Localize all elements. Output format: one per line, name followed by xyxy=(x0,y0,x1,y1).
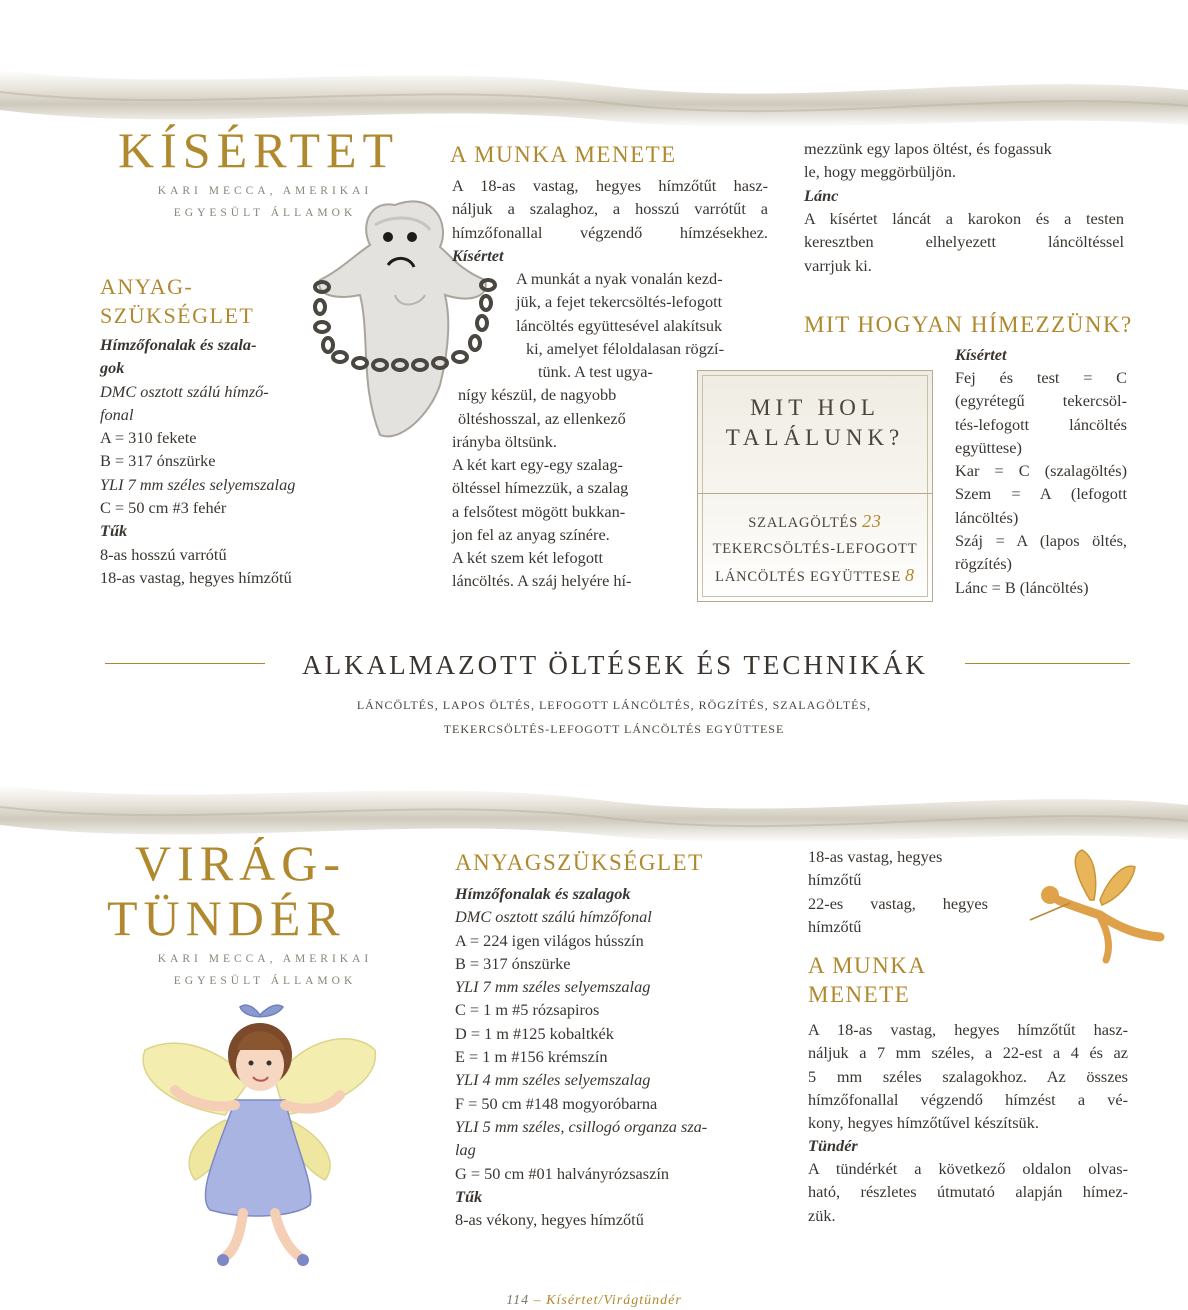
reference-entry: TEKERCSÖLTÉS-LEFOGOTT xyxy=(712,541,918,557)
techniques-line: LÁNCÖLTÉS, LAPOS ÖLTÉS, LEFOGOTT LÁNCÖLTÉS, RÖGZÍTÉS, SZALAGÖLTÉS, xyxy=(356,698,872,712)
ghost-materials-list: Hímzőfonalak és szala- gok DMC osztott szálú hímző- fonal A = 310 fekete B = 317 ónszürke YLI 7 mm széles selyemszalag C = 50 cm #3 fehér Tűk 8-as hosszú varrótű 18-as vastag, hegyes hímzőtű xyxy=(100,335,296,587)
fairy-work-body-2: A tündérkét a következő oldalon olvas- ható, részletes útmutató alapján hímez- zük. xyxy=(808,1159,1128,1225)
fairy-title: VIRÁG- TÜNDÉR xyxy=(107,835,346,946)
reference-box xyxy=(697,370,933,602)
ghost-materials-heading: ANYAG- SZÜKSÉGLET xyxy=(100,274,255,328)
small-fairy-illustration xyxy=(1010,845,1170,975)
page-number: 114 xyxy=(506,1293,530,1308)
reference-entry: SZALAGÖLTÉS 23 xyxy=(748,511,882,531)
reference-entry: LÁNCÖLTÉS EGYÜTTESE 8 xyxy=(715,565,915,585)
divider-left xyxy=(105,663,265,664)
page-footer: 114 – Kísértet/Virágtündér xyxy=(506,1293,682,1308)
ghost-chain-subheading: Lánc xyxy=(804,186,839,205)
fairy-work-heading: A MUNKA MENETE xyxy=(808,953,927,1007)
fairy-materials-list: Hímzőfonalak és szalagok DMC osztott szálú hímzőfonal A = 224 igen világos hússzín B = 317 ónszürke YLI 7 mm széles selyemszalag C = 1 m #5 rózsapiros D = 1 m #125 kobaltkék E = 1 m #156 krémszín YLI 4 mm széles selyemszalag F = 50 cm #148 mogyoróbarna YLI 5 mm széles, csillogó organza sza- lag G = 50 cm #01 halványrózsaszín Tűk 8-as vékony, hegyes hímzőtű xyxy=(455,884,708,1230)
ghost-work-body: A két kart egy-egy szalag- öltéssel hímezzük, a szalag a felsőtest mögött bukkan- jon fel az anyag színére. A két szem két lefogott láncöltés. A száj helyére hí- xyxy=(452,455,632,591)
ghost-work-heading: A MUNKA MENETE xyxy=(450,142,677,167)
ghost-col3-continuation: mezzünk egy lapos öltést, és fogassuk le, hogy meggörbüljön. xyxy=(804,139,1052,182)
ghost-what-heading: MIT HOGYAN HÍMEZZÜNK? xyxy=(804,312,1133,337)
ghost-chain-body: A kísértet láncát a karokon és a testen keresztben elhelyezett láncöltéssel varrjuk ki. xyxy=(804,209,1124,275)
ghost-title: KÍSÉRTET xyxy=(118,122,400,178)
flower-fairy-illustration xyxy=(125,995,385,1270)
divider-right xyxy=(965,663,1130,664)
ghost-work-body-wrap: A munkát a nyak vonalán kezd- jük, a fejet tekercsöltés-lefogott láncöltés együttesével alakítsuk ki, amelyet féloldalasan rögzí- tünk. A test ugya- nígy készül, de nagyobb öltéshosszal, az ellenkező irányba öltsünk. xyxy=(452,269,725,452)
techniques-line: TEKERCSÖLTÉS-LEFOGOTT LÁNCÖLTÉS EGYÜTTESE xyxy=(443,722,785,736)
footer-title: Kísértet/Virágtündér xyxy=(546,1293,682,1308)
ghost-byline: KARI MECCA, AMERIKAI EGYESÜLT ÁLLAMOK xyxy=(157,185,373,219)
reference-box-title: MIT HOL TALÁLUNK? xyxy=(725,395,905,450)
ghost-work-subheading: Kísértet xyxy=(452,246,504,265)
fairy-needles-continuation: 18-as vastag, hegyes hímzőtű 22-es vastag, hegyes hímzőtű xyxy=(808,847,988,936)
fairy-byline: KARI MECCA, AMERIKAI EGYESÜLT ÁLLAMOK xyxy=(157,953,373,987)
ghost-what-list: Fej és test = C (egyrétegű tekercsöl- tés-lefogott láncöltés együttese) Kar = C (szalagöltés) Szem = A (lefogott láncöltés) Száj = A (lapos öltés, rögzítés) Lánc = B (láncöltés) xyxy=(955,368,1127,597)
ghost-work-intro: A 18-as vastag, hegyes hímzőtűt hasz- náljuk a szalaghoz, a hosszú varrótűt a hímzőfonallal végzendő hímzésekhez. xyxy=(452,176,768,242)
ghost-what-subheading: Kísértet xyxy=(955,345,1007,364)
fairy-materials-heading: ANYAGSZÜKSÉGLET xyxy=(455,850,704,875)
fairy-work-subheading: Tündér xyxy=(808,1136,858,1155)
fairy-work-body: A 18-as vastag, hegyes hímzőtűt hasz- náljuk a 7 mm széles, a 22-est a 4 és az 5 mm széles szalagokhoz. Az összes hímzőfonallal végzendő hímzést a vé- kony, hegyes hímzőtűvel készítsük. xyxy=(808,1020,1128,1133)
techniques-heading: ALKALMAZOTT ÖLTÉSEK ÉS TECHNIKÁK xyxy=(302,650,928,680)
